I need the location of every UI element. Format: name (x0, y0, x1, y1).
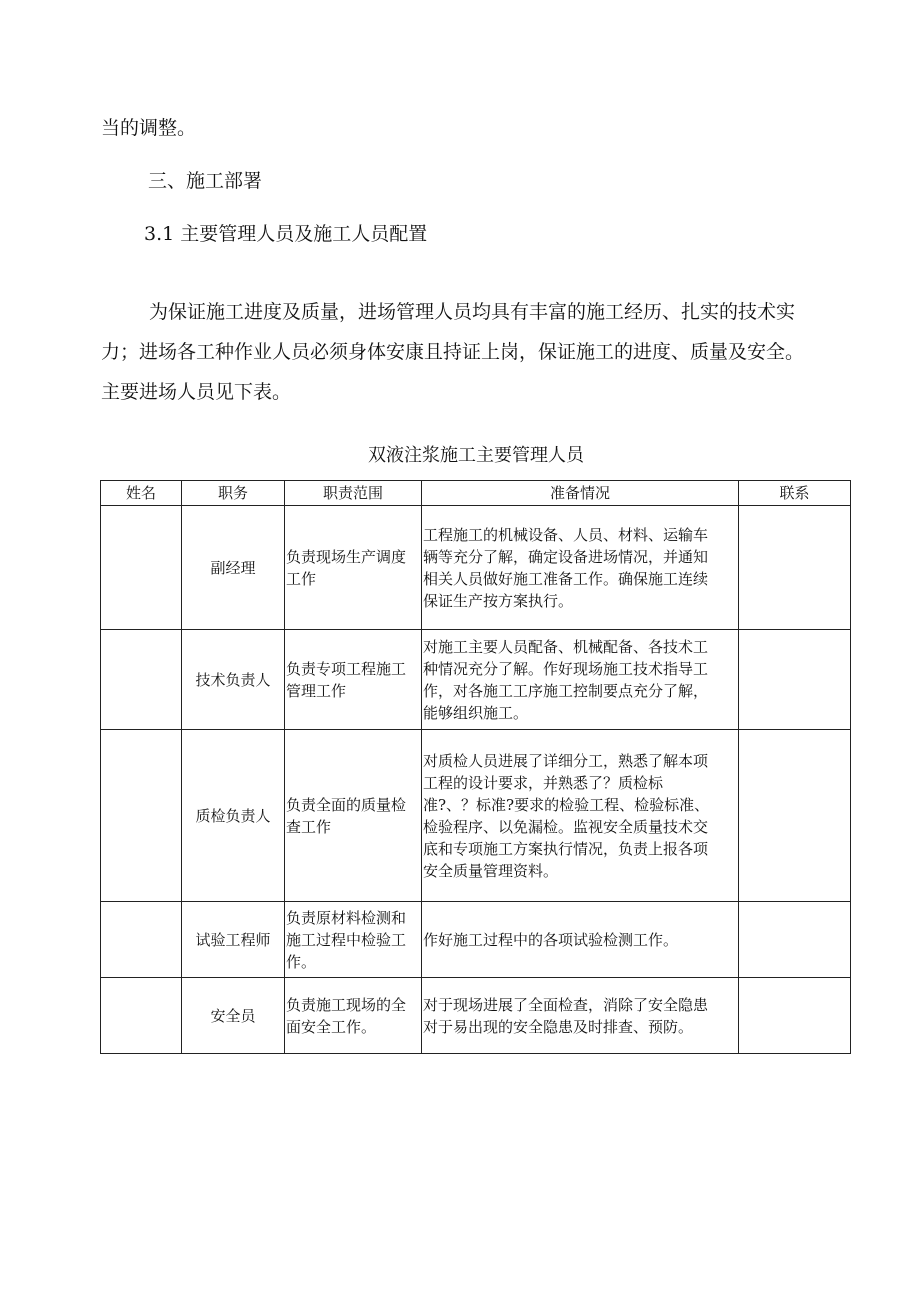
duty-line: 管理工作 (286, 681, 347, 700)
cell-name (101, 902, 182, 978)
table-row (101, 730, 851, 902)
header-name: 姓名 (101, 481, 182, 506)
cell-contact (739, 978, 851, 1054)
cell-name (101, 730, 182, 902)
cell-role: 试验工程师 (182, 902, 285, 978)
prep-line: 相关人员做好施工准备工作。确保施工连续 (423, 569, 709, 588)
prep-line: 对施工主要人员配备、机械配备、各技术工 (423, 637, 709, 656)
header-prep: 准备情况 (422, 481, 739, 506)
cell-duty (285, 506, 422, 630)
prep-line: 对质检人员进展了详细分工，熟悉了解本项 (423, 751, 709, 770)
cell-contact (739, 506, 851, 630)
cell-name (101, 506, 182, 630)
prep-line: 工程施工的机械设备、人员、材料、运输车 (423, 525, 709, 544)
duty-line: 查工作 (286, 817, 332, 836)
cell-name (101, 630, 182, 730)
cell-contact (739, 630, 851, 730)
duty-line: 负责专项工程施工 (286, 659, 407, 678)
staff-table (100, 480, 851, 1054)
duty-line: 负责全面的质量检 (286, 795, 407, 814)
cell-duty (285, 978, 422, 1054)
prep-line: 工程的设计要求，并熟悉了？质检标 (423, 773, 664, 792)
cell-prep (422, 730, 739, 902)
prep-line: 种情况充分了解。作好现场施工技术指导工 (423, 659, 709, 678)
duty-line: 施工过程中检验工 (286, 930, 407, 949)
prep-line: 底和专项施工方案执行情况，负责上报各项 (423, 839, 709, 858)
prep-line: 辆等充分了解，确定设备进场情况，并通知 (423, 547, 709, 566)
body-line: 为保证施工进度及质量，进场管理人员均具有丰富的施工经历、扎实的技术实 (149, 301, 796, 323)
duty-line: 负责现场生产调度 (286, 547, 407, 566)
continuation-text: 当的调整。 (101, 117, 197, 139)
duty-line: 面安全工作。 (286, 1017, 377, 1036)
cell-duty (285, 902, 422, 978)
cell-role: 质检负责人 (182, 730, 285, 902)
cell-role: 安全员 (182, 978, 285, 1054)
cell-duty (285, 730, 422, 902)
table-row (101, 978, 851, 1054)
cell-name (101, 978, 182, 1054)
body-line: 主要进场人员见下表。 (101, 381, 292, 403)
duty-line: 工作 (286, 569, 317, 588)
prep-line: 保证生产按方案执行。 (423, 591, 574, 610)
prep-line: 能够组织施工。 (423, 703, 529, 722)
duty-line: 负责施工现场的全 (286, 995, 407, 1014)
prep-line: 准?、？标准?要求的检验工程、检验标准、 (423, 795, 710, 814)
cell-prep (422, 506, 739, 630)
cell-prep (422, 630, 739, 730)
table-row (101, 506, 851, 630)
prep-line: 对于易出现的安全隐患及时排查、预防。 (423, 1017, 694, 1036)
prep-line: 对于现场进展了全面检查，消除了安全隐患 (423, 995, 709, 1014)
prep-line: 检验程序、以免漏检。监视安全质量技术交 (423, 817, 709, 836)
prep-line: 安全质量管理资料。 (423, 861, 559, 880)
duty-line: 负责原材料检测和 (286, 908, 407, 927)
prep-line: 作，对各施工工序施工控制要点充分了解， (423, 681, 709, 700)
cell-role: 副经理 (182, 506, 285, 630)
body-paragraph (101, 292, 841, 412)
section-heading: 三、施工部署 (148, 170, 263, 192)
cell-contact (739, 902, 851, 978)
header-contact: 联系 (739, 481, 851, 506)
cell-duty (285, 630, 422, 730)
subsection-heading: 3.1 主要管理人员及施工人员配置 (144, 223, 428, 245)
header-role: 职务 (182, 481, 285, 506)
cell-role: 技术负责人 (182, 630, 285, 730)
body-line: 力；进场各工种作业人员必须身体安康且持证上岗，保证施工的进度、质量及安全。 (101, 341, 805, 363)
table-caption: 双液注浆施工主要管理人员 (368, 445, 584, 466)
header-duty: 职责范围 (285, 481, 422, 506)
cell-prep (422, 902, 739, 978)
prep-line: 作好施工过程中的各项试验检测工作。 (423, 930, 679, 949)
duty-line: 作。 (286, 952, 317, 971)
cell-contact (739, 730, 851, 902)
cell-prep (422, 978, 739, 1054)
table-header-row (101, 481, 851, 506)
table-row (101, 902, 851, 978)
table-row (101, 630, 851, 730)
